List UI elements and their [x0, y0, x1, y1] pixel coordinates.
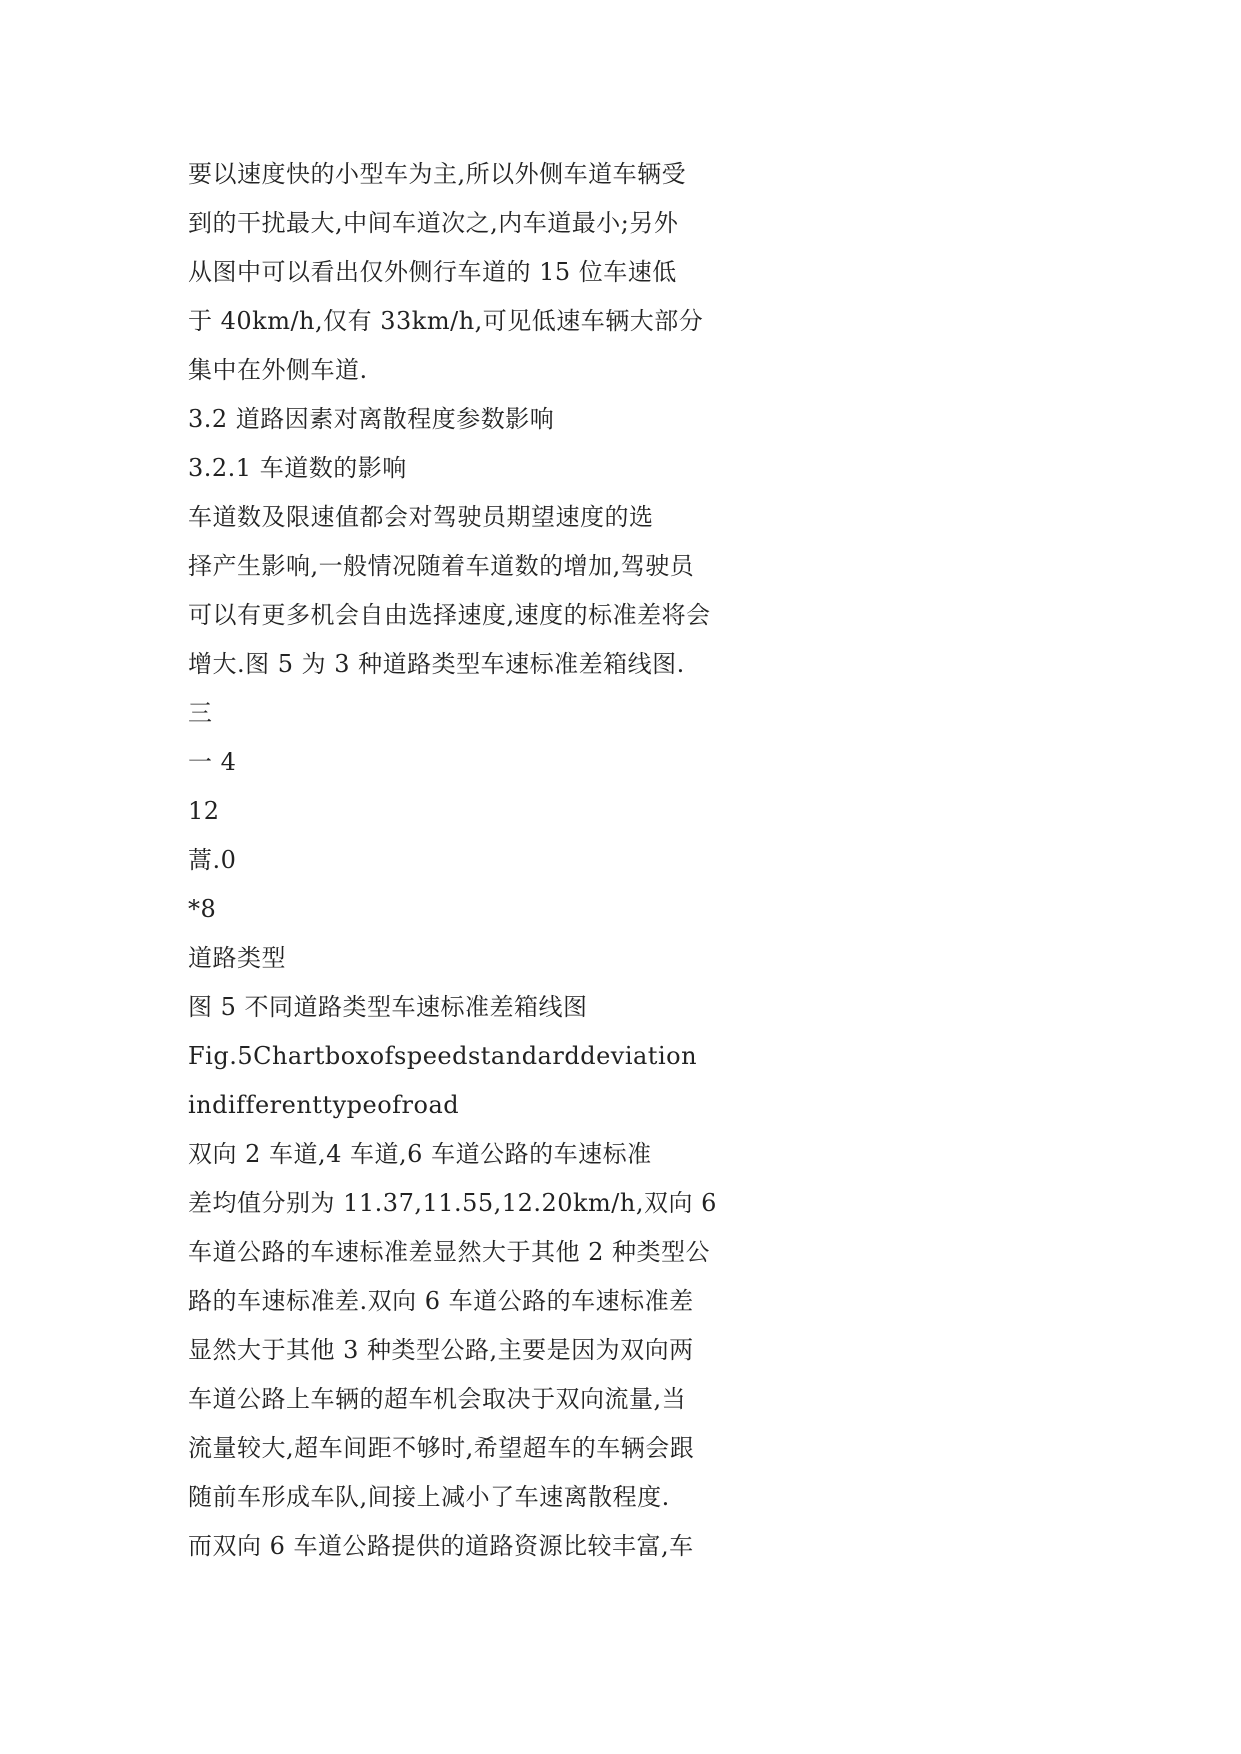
figure-caption-en: indifferenttypeofroad	[188, 1091, 460, 1119]
figure-fragment: 蒿.0	[188, 846, 237, 874]
text-line: 流量较大,超车间距不够时,希望超车的车辆会跟	[188, 1434, 695, 1462]
text-line: 路的车速标准差.双向 6 车道公路的车速标准差	[188, 1287, 694, 1315]
figure-fragment: *8	[188, 895, 217, 923]
figure-caption-en: Fig.5Chartboxofspeedstandarddeviation	[188, 1042, 698, 1070]
text-line: 增大.图 5 为 3 种道路类型车速标准差箱线图.	[188, 650, 685, 678]
text-line: 车道公路上车辆的超车机会取决于双向流量,当	[188, 1385, 687, 1413]
text-line: 于 40km/h,仅有 33km/h,可见低速车辆大部分	[188, 307, 704, 335]
text-line: 可以有更多机会自由选择速度,速度的标准差将会	[188, 601, 711, 629]
text-line: 显然大于其他 3 种类型公路,主要是因为双向两	[188, 1336, 694, 1364]
figure-fragment: 三	[188, 699, 213, 727]
figure-fragment: 一 4	[188, 748, 237, 776]
text-line: 到的干扰最大,中间车道次之,内车道最小;另外	[188, 209, 679, 237]
text-line: 而双向 6 车道公路提供的道路资源比较丰富,车	[188, 1532, 694, 1560]
text-line: 择产生影响,一般情况随着车道数的增加,驾驶员	[188, 552, 695, 580]
document-body	[188, 150, 1088, 1571]
figure-caption: 图 5 不同道路类型车速标准差箱线图	[188, 993, 588, 1021]
text-line: 车道数及限速值都会对驾驶员期望速度的选	[188, 503, 654, 531]
text-line: 要以速度快的小型车为主,所以外侧车道车辆受	[188, 160, 687, 188]
text-line: 车道公路的车速标准差显然大于其他 2 种类型公	[188, 1238, 711, 1266]
subsection-heading: 3.2.1 车道数的影响	[188, 454, 407, 482]
text-line: 随前车形成车队,间接上减小了车速离散程度.	[188, 1483, 670, 1511]
text-line: 双向 2 车道,4 车道,6 车道公路的车速标准	[188, 1140, 652, 1168]
figure-axis-label: 道路类型	[188, 944, 286, 972]
section-heading: 3.2 道路因素对离散程度参数影响	[188, 405, 555, 433]
text-line: 从图中可以看出仅外侧行车道的 15 位车速低	[188, 258, 677, 286]
figure-fragment: 12	[188, 797, 220, 825]
text-line: 差均值分别为 11.37,11.55,12.20km/h,双向 6	[188, 1189, 717, 1217]
text-line: 集中在外侧车道.	[188, 356, 368, 384]
